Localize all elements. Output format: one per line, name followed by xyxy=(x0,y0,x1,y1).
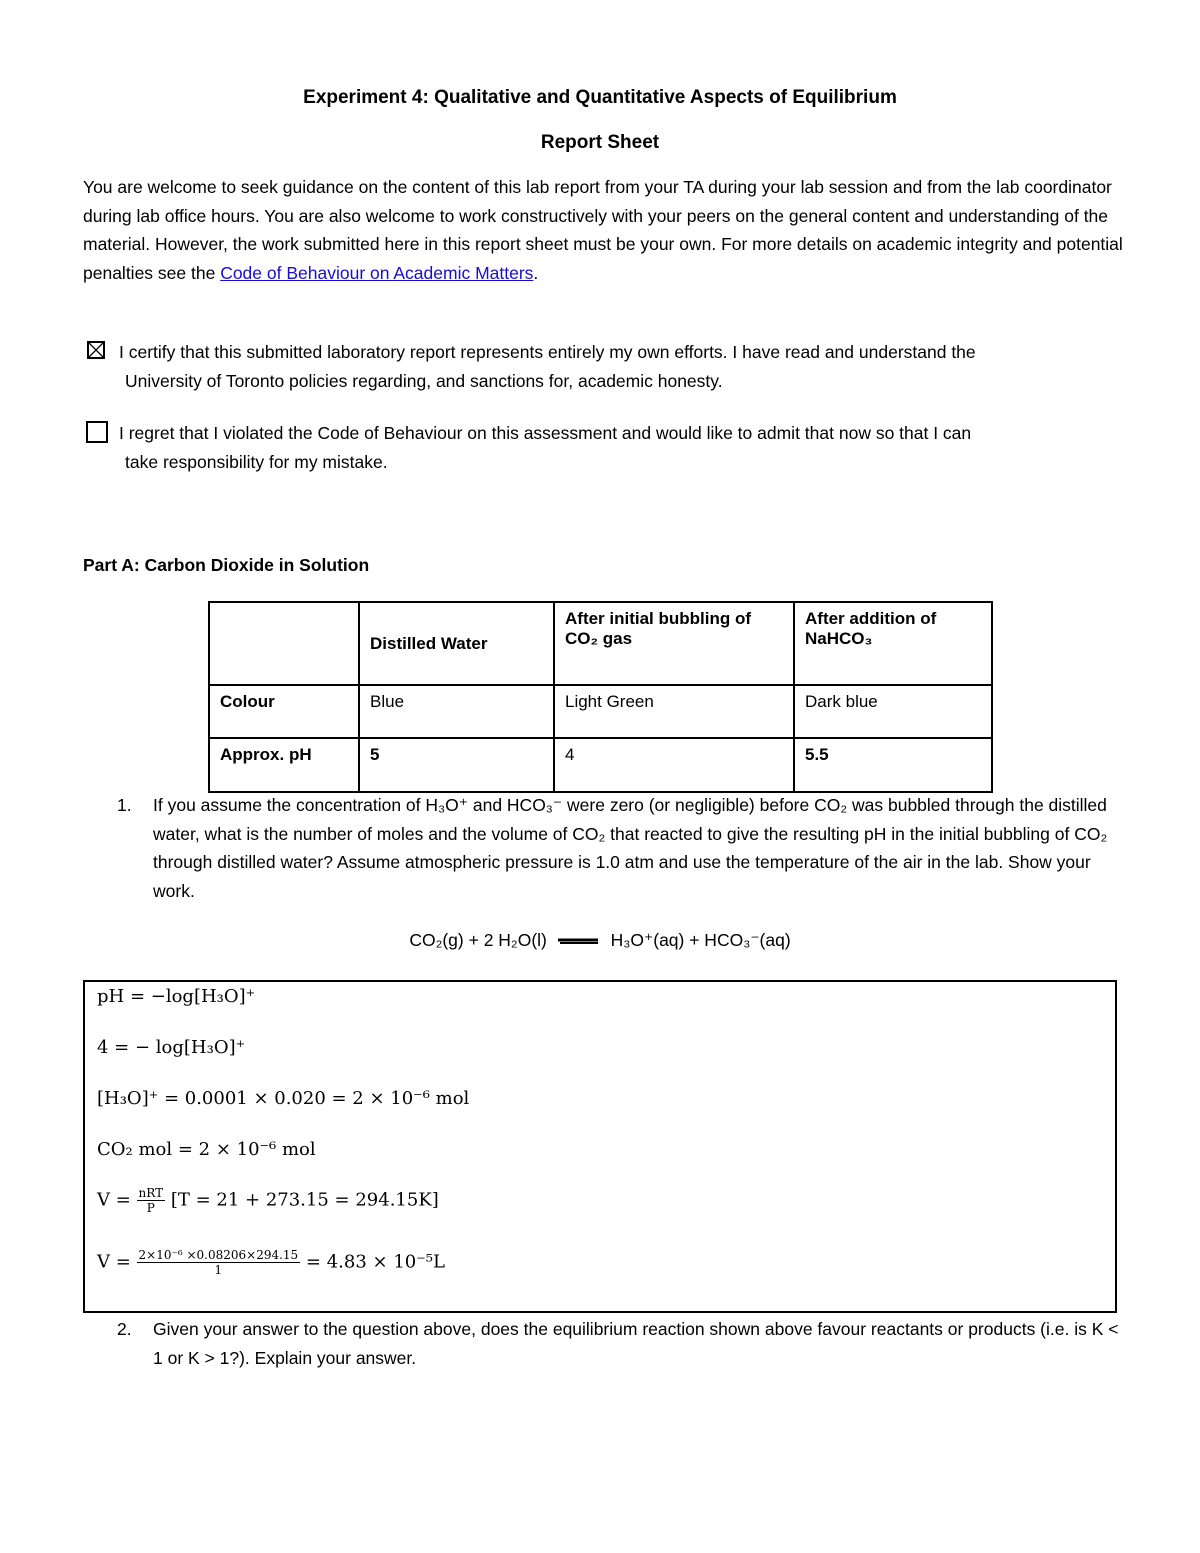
question-1-text: If you assume the concentration of H₃O⁺ and HCO₃⁻ were zero (or negligible) before CO₂ was bubbled through the distilled water, what is the number of moles and the volume of CO₂ that reacted to give the resulting pH in the initial bubbling of CO₂ through distilled water? Assume atmospheric pressure is 1.0 atm and use the temperature of the air in the lab. Show your work. xyxy=(153,795,1108,901)
volume-denominator: 1 xyxy=(214,1263,223,1277)
col-header-after-nahco3: After addition of NaHCO₃ xyxy=(794,602,992,685)
cell-colour-nahco3: Dark blue xyxy=(794,685,992,738)
table-header-row xyxy=(209,602,992,685)
col-header-after-bubbling: After initial bubbling of CO₂ gas xyxy=(554,602,794,685)
cell-ph-nahco3: 5.5 xyxy=(794,738,992,792)
answer-line-ph-value: 4 = − log[H₃O]⁺ xyxy=(97,1037,246,1058)
col-header-distilled-water: Distilled Water xyxy=(359,602,554,685)
temperature-calc: [T = 21 + 273.15 = 294.15K] xyxy=(170,1189,439,1211)
certify-statement xyxy=(119,338,1129,396)
v-label-2: V = xyxy=(97,1251,131,1273)
question-2 xyxy=(117,1315,1127,1372)
equilibrium-arrow-icon xyxy=(556,936,602,946)
question-1-number: 1. xyxy=(117,795,132,815)
intro-text: You are welcome to seek guidance on the content of this lab report from your TA during your lab session and from the lab coordinator during lab office hours. You are also welcome to work constructively with your peers on the general content and understanding of the material. However, the work submitted here in this report sheet must be your own. For more details on academic integrity and potential penalties see the xyxy=(83,177,1123,283)
volume-fraction xyxy=(137,1248,301,1277)
answer-line-ideal-gas xyxy=(97,1186,439,1215)
question-2-number: 2. xyxy=(117,1319,132,1339)
nrt-over-p xyxy=(137,1186,166,1215)
volume-numerator: 2×10⁻⁶ ×0.08206×294.15 xyxy=(138,1248,299,1262)
document-subtitle: Report Sheet xyxy=(540,132,660,153)
table-row xyxy=(209,685,992,738)
answer-line-volume xyxy=(97,1248,445,1277)
checkmark-x-icon xyxy=(89,343,103,357)
frac-numerator: nRT xyxy=(138,1186,164,1200)
cell-ph-distilled: 5 xyxy=(359,738,554,792)
regret-line1: I regret that I violated the Code of Behaviour on this assessment and would like to admit that now so that I can xyxy=(119,423,972,443)
question-2-text: Given your answer to the question above, does the equilibrium reaction shown above favour reactants or products (i.e. is K < 1 or K > 1?). Explain your answer. xyxy=(153,1319,1119,1368)
certify-line2: University of Toronto policies regarding, and sanctions for, academic honesty. xyxy=(125,371,723,391)
intro-end: . xyxy=(533,262,539,283)
reaction-left: CO₂(g) + 2 H₂O(l) xyxy=(409,930,547,950)
table-row xyxy=(209,738,992,792)
certify-line1: I certify that this submitted laboratory report represents entirely my own efforts. I have read and understand the xyxy=(119,342,976,362)
part-a-heading: Part A: Carbon Dioxide in Solution xyxy=(83,555,370,575)
row-label-ph: Approx. pH xyxy=(209,738,359,792)
regret-statement xyxy=(119,419,1129,477)
answer-line-h3o: [H₃O]⁺ = 0.0001 × 0.020 = 2 × 10⁻⁶ mol xyxy=(97,1088,470,1109)
question-1 xyxy=(117,791,1127,905)
reaction-equation xyxy=(0,930,1200,951)
intro-paragraph xyxy=(83,173,1123,287)
regret-checkbox[interactable] xyxy=(86,421,108,443)
cell-colour-distilled: Blue xyxy=(359,685,554,738)
volume-result: = 4.83 × 10⁻⁵L xyxy=(305,1251,445,1273)
document-title: Experiment 4: Qualitative and Quantitative Aspects of Equilibrium xyxy=(303,87,897,108)
regret-line2: take responsibility for my mistake. xyxy=(125,452,388,472)
answer-line-ph-def: pH = −log[H₃O]⁺ xyxy=(97,986,256,1007)
row-label-colour: Colour xyxy=(209,685,359,738)
frac-denominator: P xyxy=(146,1201,155,1215)
code-of-behaviour-link[interactable]: Code of Behaviour on Academic Matters xyxy=(220,262,534,283)
answer-line-co2-mol: CO₂ mol = 2 × 10⁻⁶ mol xyxy=(97,1139,316,1160)
results-table xyxy=(208,601,993,793)
cell-ph-bubbling: 4 xyxy=(554,738,794,792)
certify-checkbox[interactable] xyxy=(87,341,105,359)
reaction-right: H₃O⁺(aq) + HCO₃⁻(aq) xyxy=(610,930,791,950)
table-corner-cell xyxy=(209,602,359,685)
answer-box-q1[interactable] xyxy=(83,980,1117,1313)
cell-colour-bubbling: Light Green xyxy=(554,685,794,738)
v-label: V = xyxy=(97,1189,131,1211)
